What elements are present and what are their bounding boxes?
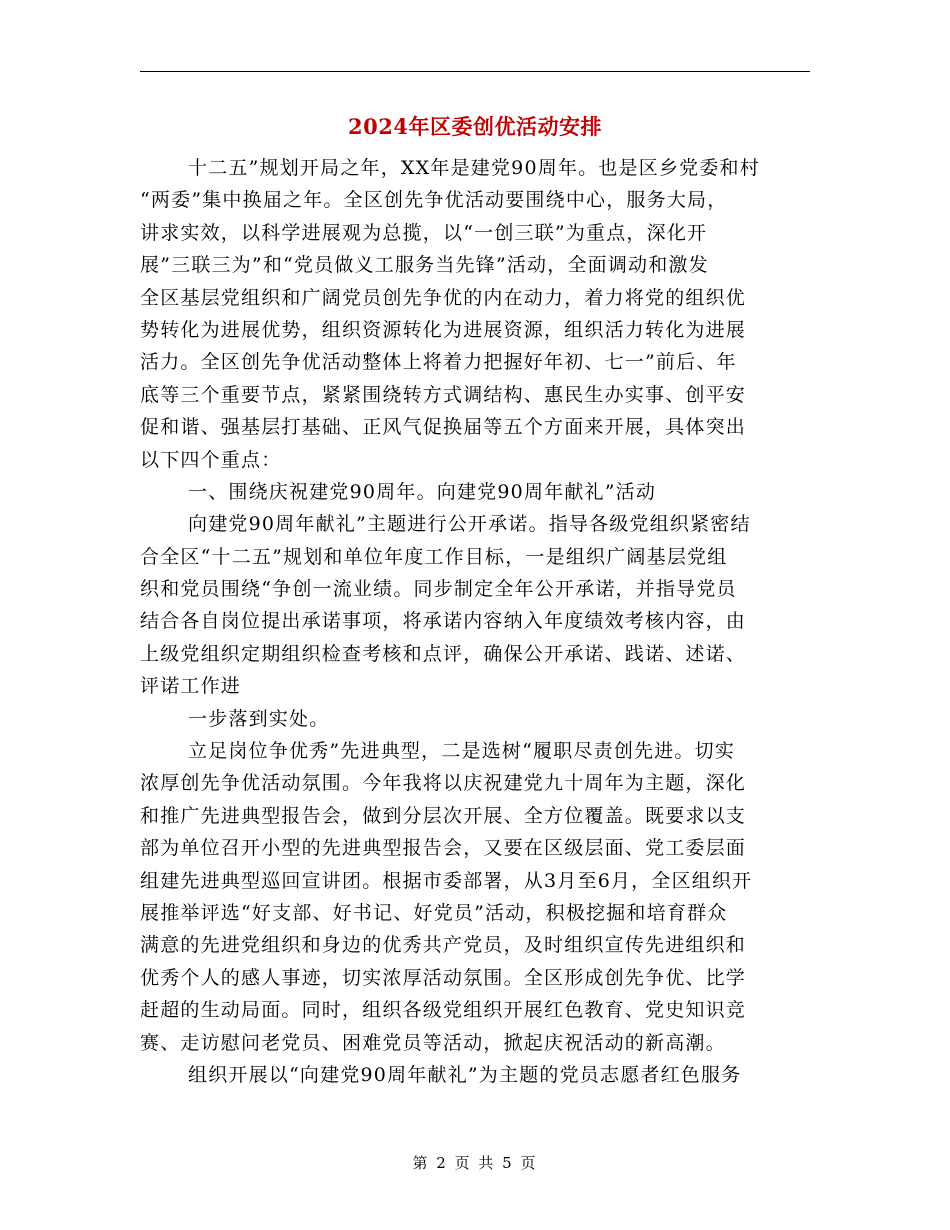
body-text-line: 和推广先进典型报告会，做到分层次开展、全方位覆盖。既要求以支 [140, 804, 747, 827]
document-title: 2024年区委创优活动安排 [348, 114, 602, 139]
body-text-line: 展推举评选“好支部、好书记、好党员”活动，积极挖掘和培育群众 [140, 901, 728, 924]
body-text-line: 全区基层党组织和广阔党员创先争优的内在动力，着力将党的组织优 [140, 286, 747, 309]
body-text-line: 十二五”规划开局之年，XX年是建党90周年。也是区乡党委和村 [188, 157, 760, 179]
body-text-line: 一、围绕庆祝建党90周年。向建党90周年献礼”活动 [188, 480, 657, 503]
body-text-line: 浓厚创先争优活动氛围。今年我将以庆祝建党九十周年为主题，深化 [140, 772, 747, 795]
body-text-line: 活力。全区创先争优活动整体上将着力把握好年初、七一”前后、年 [140, 351, 737, 374]
body-text-line: 势转化为进展优势，组织资源转化为进展资源，组织活力转化为进展 [140, 318, 747, 341]
document-body [140, 152, 810, 1091]
body-text-line: 上级党组织定期组织检查考核和点评，确保公开承诺、践诺、述诺、 [140, 642, 747, 665]
body-text-line: 组织开展以“向建党90周年献礼”为主题的党员志愿者红色服务 [188, 1063, 742, 1086]
body-text-line: 赶超的生动局面。同时，组织各级党组织开展红色教育、党史知识竞 [140, 999, 747, 1022]
body-text-line: 促和谐、强基层打基础、正风气促换届等五个方面来开展，具体突出 [140, 416, 747, 439]
body-text-line: 组建先进典型巡回宣讲团。根据市委部署，从3月至6月，全区组织开 [140, 869, 753, 892]
body-text-line: 讲求实效，以科学进展观为总揽，以“一创三联”为重点，深化开 [140, 221, 708, 244]
header-rule [140, 71, 810, 72]
body-text-line: 结合各自岗位提出承诺事项，将承诺内容纳入年度绩效考核内容，由 [140, 610, 747, 633]
body-text-line: 展”三联三为”和“党员做义工服务当先锋”活动，全面调动和激发 [140, 254, 709, 277]
body-text-line: 织和党员围绕“争创一流业绩。同步制定全年公开承诺，并指导党员 [140, 578, 737, 601]
body-text-line: “两委”集中换届之年。全区创先争优活动要围绕中心，服务大局， [140, 189, 728, 212]
body-text-line: 部为单位召开小型的先进典型报告会，又要在区级层面、党工委层面 [140, 837, 747, 860]
body-text-line: 合全区“十二五”规划和单位年度工作目标，一是组织广阔基层党组 [140, 545, 728, 568]
body-text-line: 向建党90周年献礼”主题进行公开承诺。指导各级党组织紧密结 [188, 513, 751, 536]
page-number-footer: 第 2 页 共 5 页 [412, 1154, 538, 1172]
body-text-line: 优秀个人的感人事迹，切实浓厚活动氛围。全区形成创先争优、比学 [140, 966, 747, 989]
body-text-line: 立足岗位争优秀”先进典型，二是选树“履职尽责创先进。切实 [188, 740, 736, 763]
body-text-line: 以下四个重点： [140, 448, 282, 471]
body-text-line: 底等三个重要节点，紧紧围绕转方式调结构、惠民生办实事、创平安 [140, 383, 747, 406]
body-text-line: 一步落到实处。 [188, 707, 330, 730]
body-text-line: 满意的先进党组织和身边的优秀共产党员，及时组织宣传先进组织和 [140, 934, 747, 957]
body-text-line: 赛、走访慰问老党员、困难党员等活动，掀起庆祝活动的新高潮。 [140, 1031, 726, 1054]
body-text-line: 评诺工作进 [140, 675, 242, 698]
